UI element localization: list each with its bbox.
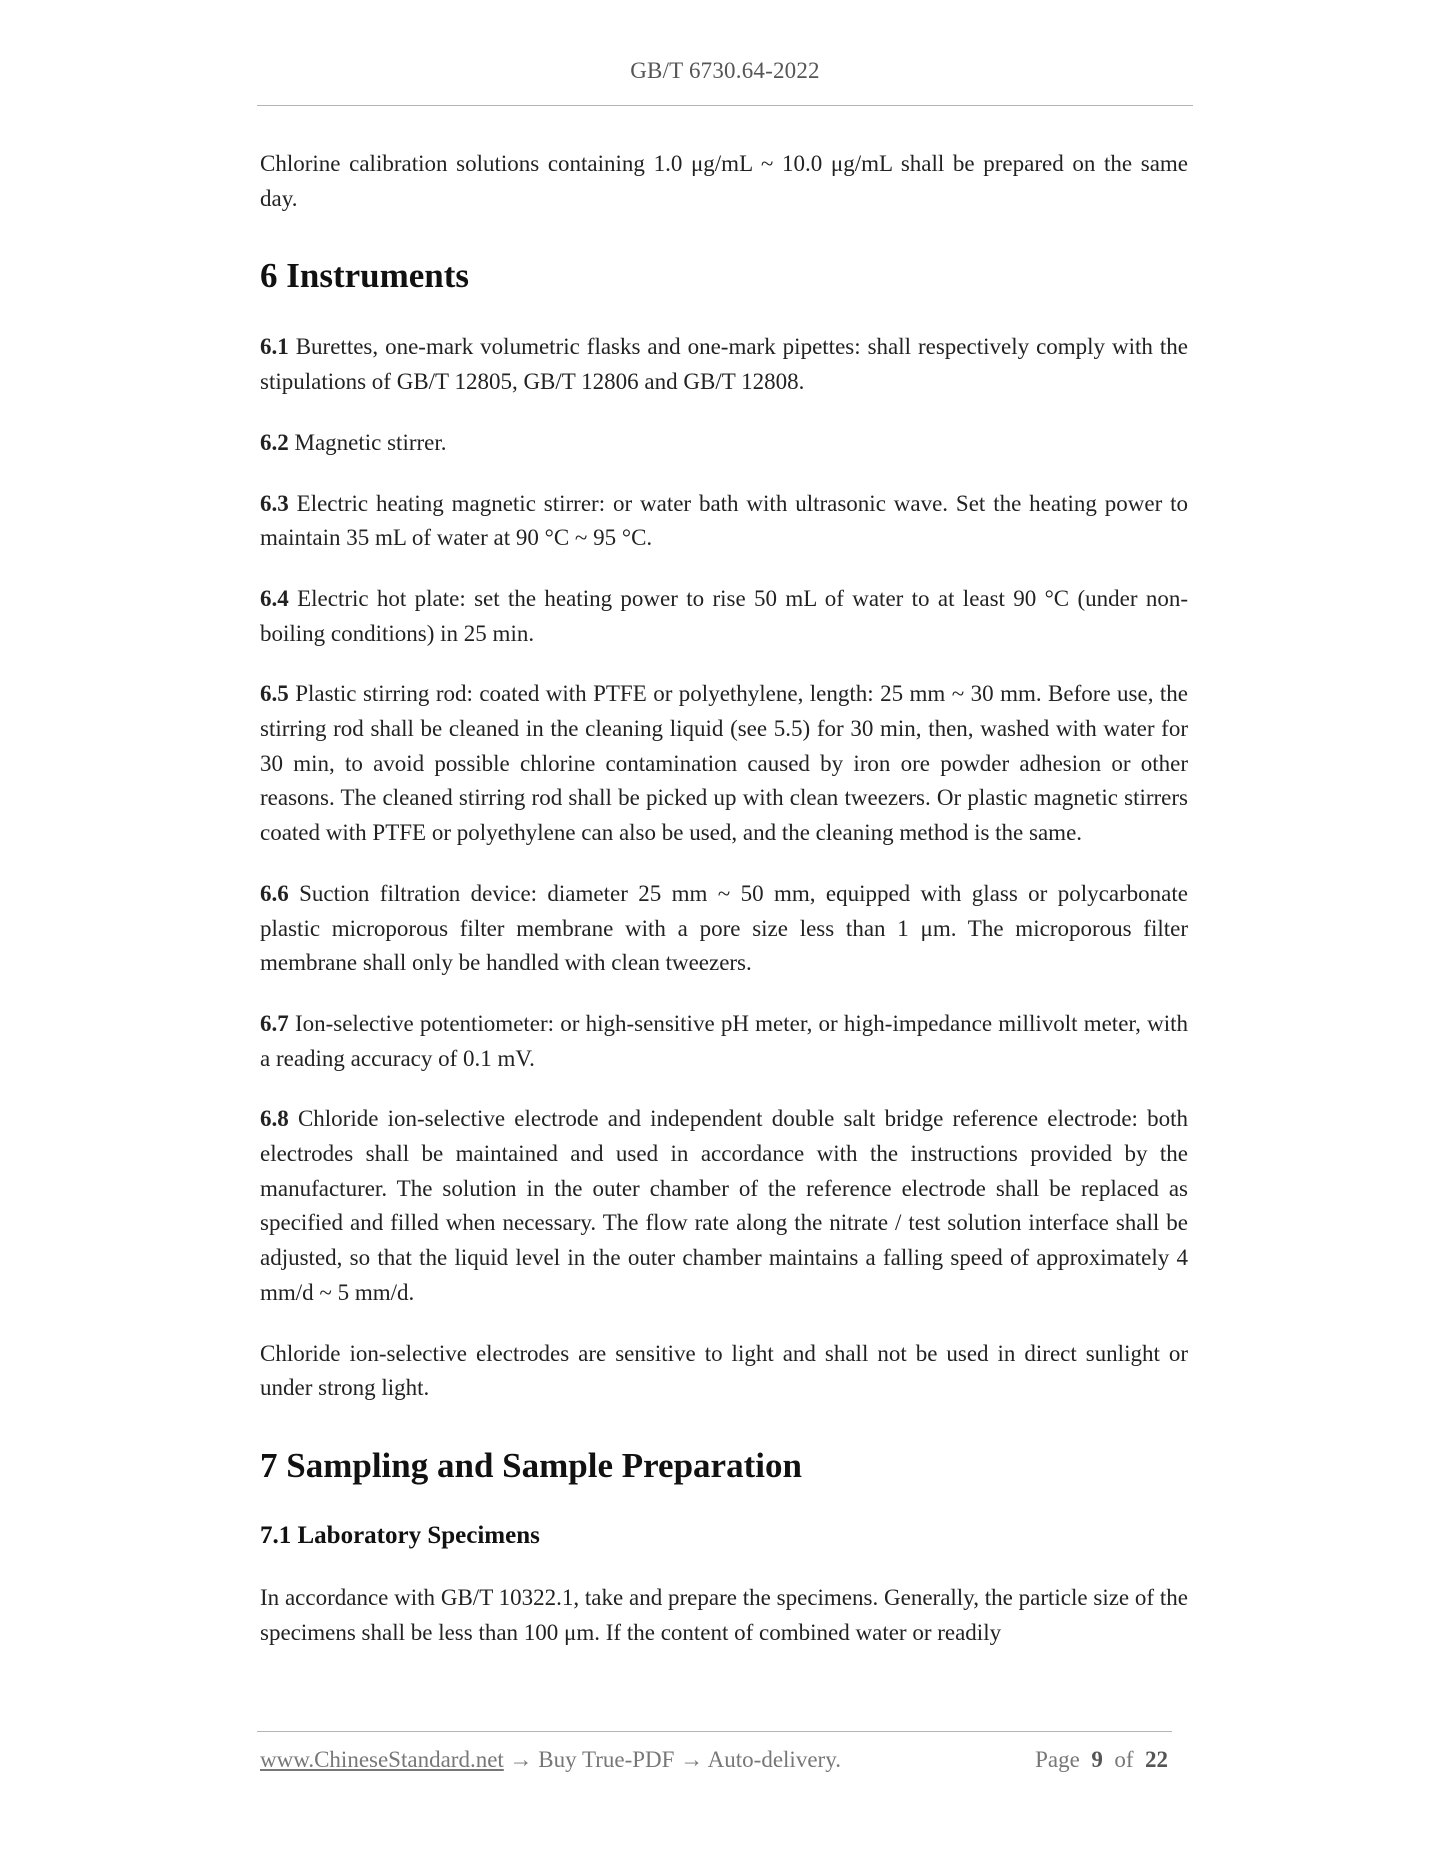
- section-6-heading: 6 Instruments: [260, 256, 470, 296]
- clause-number: 6.3: [260, 490, 289, 516]
- clause-text: Magnetic stirrer.: [294, 429, 447, 455]
- clause-6-2: [260, 426, 1188, 461]
- section-6-items: [260, 330, 1188, 1406]
- arrow-icon: →: [503, 1747, 539, 1772]
- page-label: Page: [1035, 1747, 1080, 1772]
- clause-6-4: [260, 582, 1188, 651]
- delivery-text: Auto-delivery.: [707, 1747, 841, 1772]
- clause-6-5: [260, 677, 1188, 851]
- page-total: 22: [1145, 1747, 1168, 1772]
- page-header: GB/T 6730.64-2022: [630, 58, 820, 83]
- clause-number: 6.6: [260, 880, 289, 906]
- clause-number: 6.5: [260, 681, 289, 707]
- clause-number: 6.1: [260, 334, 289, 360]
- clause-text: Electric hot plate: set the heating power to rise 50 mL of water to at least 90 °C (under non-boiling conditions) in 25 min.: [260, 585, 1189, 646]
- header-divider: [257, 105, 1193, 106]
- footer-divider: [257, 1731, 1172, 1732]
- clause-number: 6.8: [260, 1106, 289, 1132]
- clause-text: Ion-selective potentiometer: or high-sensitive pH meter, or high-impedance millivolt meter, with a reading accuracy of 0.1 mV.: [260, 1010, 1188, 1071]
- section-7-1-paragraph: In accordance with GB/T 10322.1, take and prepare the specimens. Generally, the particle size of the specimens shall be less than 100 μm. If the content of combined water or readily: [260, 1584, 1188, 1645]
- clause-6-7: [260, 1007, 1188, 1076]
- of-label: of: [1114, 1747, 1134, 1772]
- clause-text: Electric heating magnetic stirrer: or water bath with ultrasonic wave. Set the heating power to maintain 35 mL of water at 90 °C ~ 95 °C.: [260, 490, 1189, 551]
- intro-paragraph: Chlorine calibration solutions containing 1.0 μg/mL ~ 10.0 μg/mL shall be prepared on the same day.: [260, 151, 1188, 211]
- footer-promo: [260, 1743, 841, 1777]
- site-link[interactable]: www.ChineseStandard.net: [260, 1747, 504, 1772]
- clause-6-1: [260, 330, 1188, 399]
- clause-6-8: [260, 1102, 1188, 1310]
- page-content: [260, 147, 1188, 1676]
- clause-text: Plastic stirring rod: coated with PTFE or polyethylene, length: 25 mm ~ 30 mm. Before use, the stirring rod shall be cleaned in the cleaning liquid (see 5.5) for 30 min, then, washed with water for 30 min, to avoid possible chlorine contamination caused by iron ore powder adhesion or other reasons. The cleaned stirring rod shall be picked up with clean tweezers. Or plastic magnetic stirrers coated with PTFE or polyethylene can also be used, and the cleaning method is the same.: [260, 681, 1189, 846]
- clause-6-3: [260, 487, 1188, 556]
- clause-number: 6.2: [260, 429, 289, 455]
- page-footer: [260, 1743, 1172, 1777]
- clause-number: 6.4: [260, 585, 289, 611]
- page-number: 9: [1091, 1747, 1103, 1772]
- subsection-7-1-heading: 7.1 Laboratory Specimens: [260, 1521, 540, 1549]
- clause-text: Burettes, one-mark volumetric flasks and one-mark pipettes: shall respectively comply with the stipulations of GB/T 12805, GB/T 12806 and GB/T 12808.: [260, 334, 1188, 395]
- section-7-heading: 7 Sampling and Sample Preparation: [260, 1445, 802, 1485]
- buy-pdf-text: Buy True-PDF: [538, 1747, 675, 1772]
- page-indicator: [1035, 1743, 1168, 1777]
- clause-text: Suction filtration device: diameter 25 mm ~ 50 mm, equipped with glass or polycarbonate plastic microporous filter membrane with a pore size less than 1 μm. The microporous filter membrane shall only be handled with clean tweezers.: [260, 880, 1188, 976]
- clause-number: 6.7: [260, 1010, 289, 1036]
- clause-6-6: [260, 877, 1188, 981]
- arrow-icon: →: [674, 1747, 708, 1772]
- clause-text: Chloride ion-selective electrode and independent double salt bridge reference electrode: both electrodes shall be maintained and used in accordance with the instructions provided by the manufacturer. The solution in the outer chamber of the reference electrode shall be replaced as specified and filled when necessary. The flow rate along the nitrate / test solution interface shall be adjusted, so that the liquid level in the outer chamber maintains a falling speed of approximately 4 mm/d ~ 5 mm/d.: [260, 1106, 1188, 1305]
- section-6-note: Chloride ion-selective electrodes are sensitive to light and shall not be used in direct sunlight or under strong light.: [260, 1340, 1188, 1401]
